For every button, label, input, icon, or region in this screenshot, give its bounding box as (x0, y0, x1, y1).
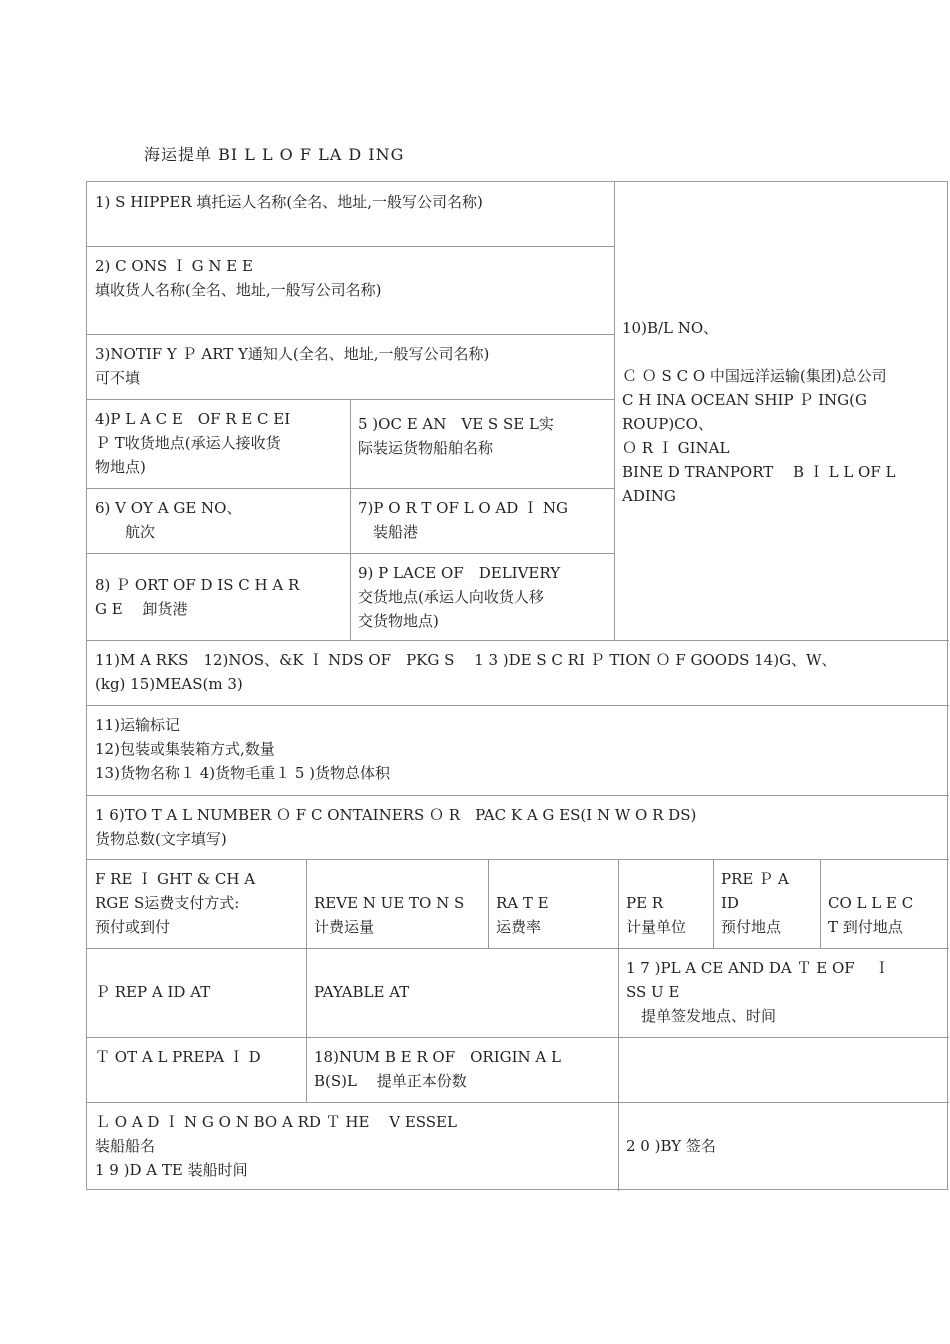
freight-charges-field: F RE Ｉ GHT & CH A RGE S运费支付方式: 预付或到付 (95, 870, 256, 936)
place-of-receipt-field: 4)P L A C E OF R E C EI Ｐ T收货地点(承运人接收货 物地点) (95, 410, 291, 476)
place-of-delivery-field: 9) P LACE OF DELIVERY 交货地点(承运人向收货人移 交货物地点) (358, 564, 561, 630)
bl-no-field: 10)B/L NO、 Ｃ Ｏ S C O 中国远洋运输(集团)总公司 C H INA OCEAN SHIP Ｐ ING(G ROUP)CO、 Ｏ R Ｉ GINAL BINE D TRANPORT B Ｉ L L OF L ADING (622, 319, 896, 505)
loading-on-board-field: Ｌ O A D Ｉ N G O N BO A RD Ｔ HE V ESSEL 装船船名 1 9 )D A TE 装船时间 (95, 1113, 457, 1179)
total-packages-row: 1 6)TO T A L NUMBER Ｏ F C ONTAINERS Ｏ R PAC K A G ES(I N W O R DS) 货物总数(文字填写) (95, 806, 697, 848)
signature-field: 2 0 )BY 签名 (626, 1137, 716, 1155)
place-date-issue-field: 1 7 )PL A CE AND DA Ｔ E OF Ｉ SS U E 提单签发地点、时间 (626, 959, 890, 1025)
goods-header-row: 11)M A RKS 12)NOS、&K Ｉ NDS OF PKG S 1 3 )DE S C RI Ｐ TION Ｏ F GOODS 14)G、W、 (kg) 15)MEAS(m 3) (95, 651, 837, 693)
document-title: 海运提单 BI L L O F LA D ING (144, 145, 405, 164)
bill-of-lading-form (86, 181, 948, 1190)
per-field: PE R 计量单位 (626, 894, 687, 936)
total-prepaid-field: Ｔ OT A L PREPA Ｉ D (95, 1048, 261, 1066)
shipper-field: 1) S HIPPER 填托运人名称(全名、地址,一般写公司名称) (95, 193, 483, 211)
blank-field (618, 1037, 949, 1102)
collect-field: CO L L E C T 到付地点 (828, 894, 914, 936)
consignee-field: 2) C ONS Ｉ G N E E 填收货人名称(全名、地址,一般写公司名称) (95, 257, 382, 299)
notify-party-field: 3)NOTIF Y Ｐ ART Y通知人(全名、地址,一般写公司名称) 可不填 (95, 345, 490, 387)
prepaid-at-field: Ｐ REP A ID AT (95, 983, 211, 1001)
revenue-tons-field: REVE N UE TO N S 计费运量 (314, 894, 465, 936)
rate-field: RA T E 运费率 (496, 894, 549, 936)
port-of-loading-field: 7)P O R T OF L O AD Ｉ NG 装船港 (358, 499, 568, 541)
number-of-originals-field: 18)NUM B E R OF ORIGIN A L B(S)L 提单正本份数 (314, 1048, 561, 1090)
goods-notes-row: 11)运输标记 12)包装或集装箱方式,数量 13)货物名称１ 4)货物毛重１ 5 )货物总体积 (95, 716, 391, 782)
payable-at-field: PAYABLE AT (314, 983, 410, 1001)
port-of-discharge-field: 8) Ｐ ORT OF D IS C H A R G E 卸货港 (95, 576, 300, 618)
prepaid-field: PRE Ｐ A ID 预付地点 (721, 870, 789, 936)
voyage-no-field: 6) V OY A GE NO、 航次 (95, 499, 242, 541)
ocean-vessel-field: 5 )OC E AN VE S SE L实 际装运货物船舶名称 (358, 415, 554, 457)
